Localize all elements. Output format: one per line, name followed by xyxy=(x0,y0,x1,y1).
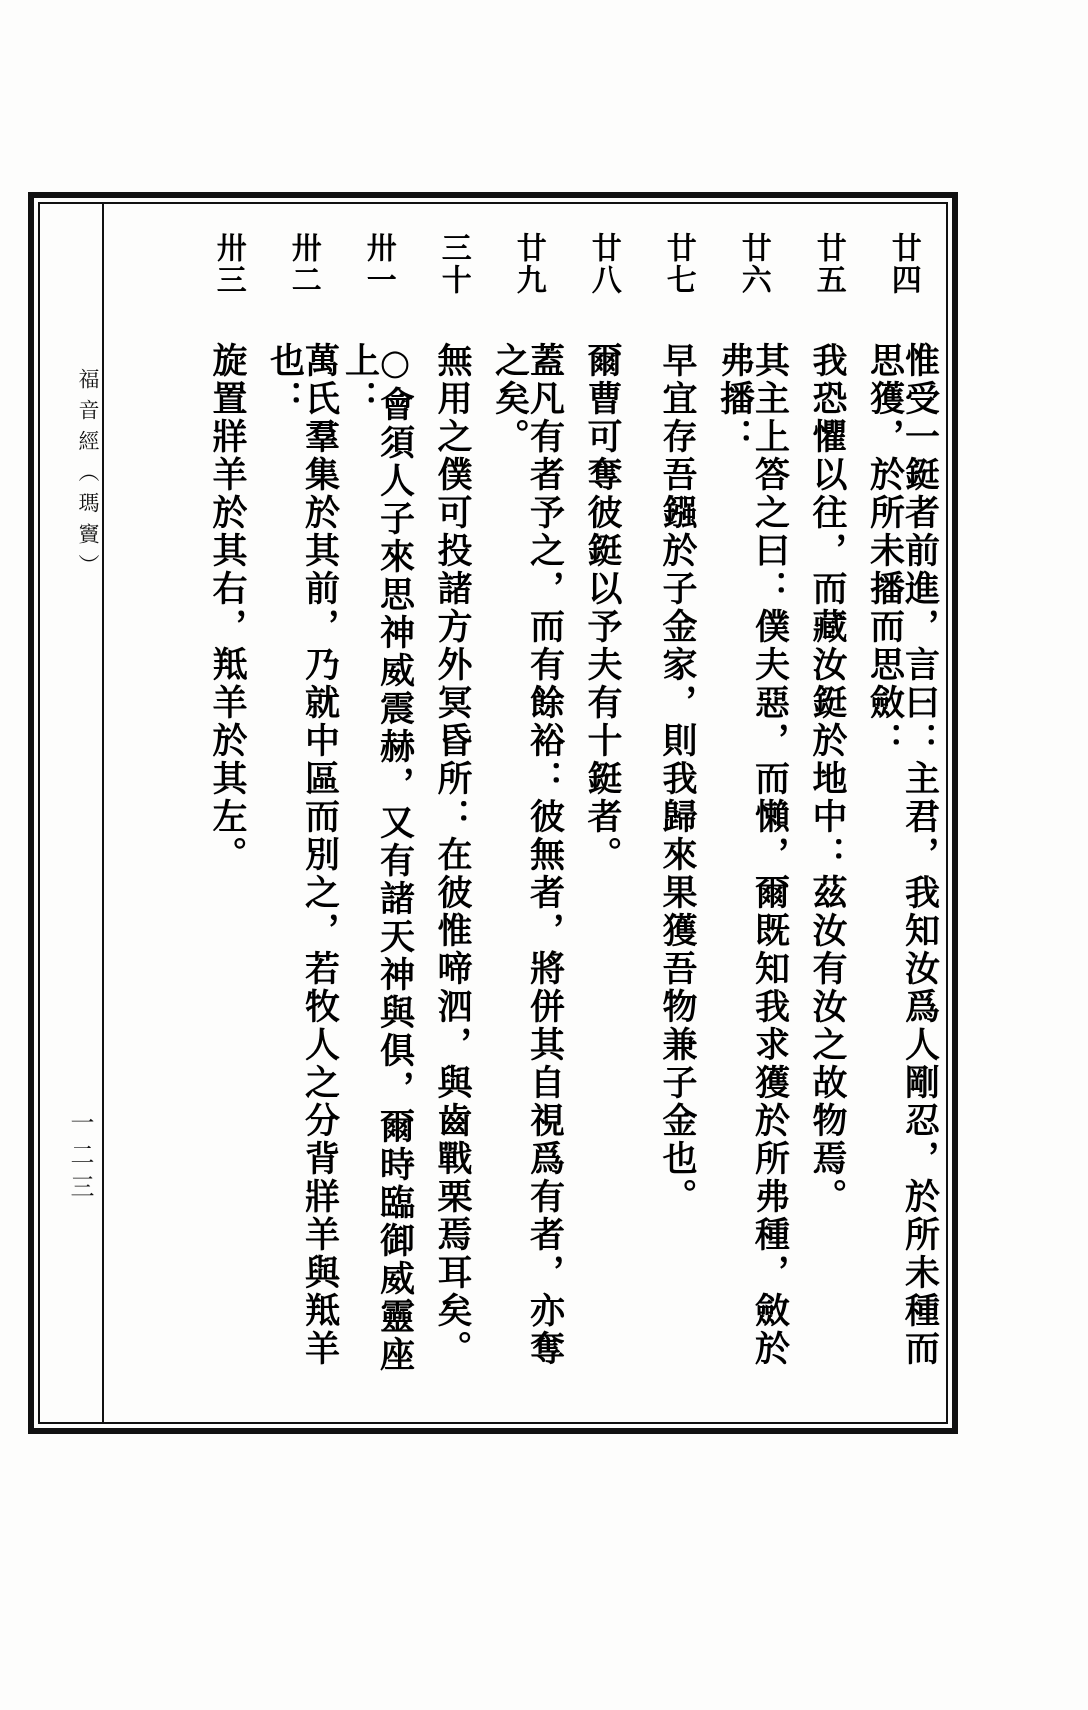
verse-number: 廿五 xyxy=(810,232,846,296)
verse-number: 卅二 xyxy=(285,232,321,296)
verse-text: 惟受一鋌者前進，言曰：主君，我知汝爲人剛忍，於所未種而思獲，於所未播而思斂： xyxy=(864,342,941,1368)
verse-number: 廿四 xyxy=(885,232,921,296)
verse-text: 旋置牂羊於其右，羝羊於其左。 xyxy=(207,342,248,874)
verse-number: 廿七 xyxy=(660,232,696,296)
verse-column xyxy=(565,214,640,1410)
verse-text: 爾曹可奪彼鋌以予夫有十鋌者。 xyxy=(582,342,623,874)
verse-text: 我恐懼以往，而藏汝鋌於地中：茲汝有汝之故物焉。 xyxy=(807,342,848,1216)
verse-number: 卅三 xyxy=(210,232,246,296)
verse-column xyxy=(190,214,265,1410)
verse-number: 廿六 xyxy=(735,232,771,296)
verse-column xyxy=(340,214,415,1410)
verse-column xyxy=(865,214,940,1410)
verse-number: 廿八 xyxy=(585,232,621,296)
verse-column xyxy=(790,214,865,1410)
verse-text: 無用之僕可投諸方外冥昏所：在彼惟啼泗，與齒戰栗焉耳矣。 xyxy=(432,342,473,1368)
verse-column xyxy=(265,214,340,1410)
verse-text: 早宜存吾鏹於子金家，則我歸來果獲吾物兼子金也。 xyxy=(657,342,698,1216)
vertical-text-block xyxy=(110,214,940,1414)
running-book-title: 福音經（瑪竇） xyxy=(76,368,100,585)
page-number: 一二三 xyxy=(66,1110,94,1206)
verse-text: 蓋凡有者予之，而有餘裕：彼無者，將併其自視爲有者，亦奪之矣。 xyxy=(489,342,566,1368)
verse-number: 卅一 xyxy=(360,232,396,296)
verse-text: 其主上答之曰：僕夫惡，而懶，爾既知我求獲於所弗種，斂於弗播： xyxy=(714,342,791,1368)
verse-column xyxy=(640,214,715,1410)
verse-column xyxy=(415,214,490,1410)
verse-column xyxy=(715,214,790,1410)
verse-column xyxy=(490,214,565,1410)
verse-number: 廿九 xyxy=(510,232,546,296)
margin-column-rule xyxy=(102,204,104,1422)
verse-number: 三十 xyxy=(435,232,471,296)
verse-text: 萬氏羣集於其前，乃就中區而別之，若牧人之分背牂羊與羝羊也： xyxy=(264,342,341,1368)
verse-text: ○會須人子來思神威震赫，又有諸天神與俱，爾時臨御威靈座上： xyxy=(339,342,416,1374)
